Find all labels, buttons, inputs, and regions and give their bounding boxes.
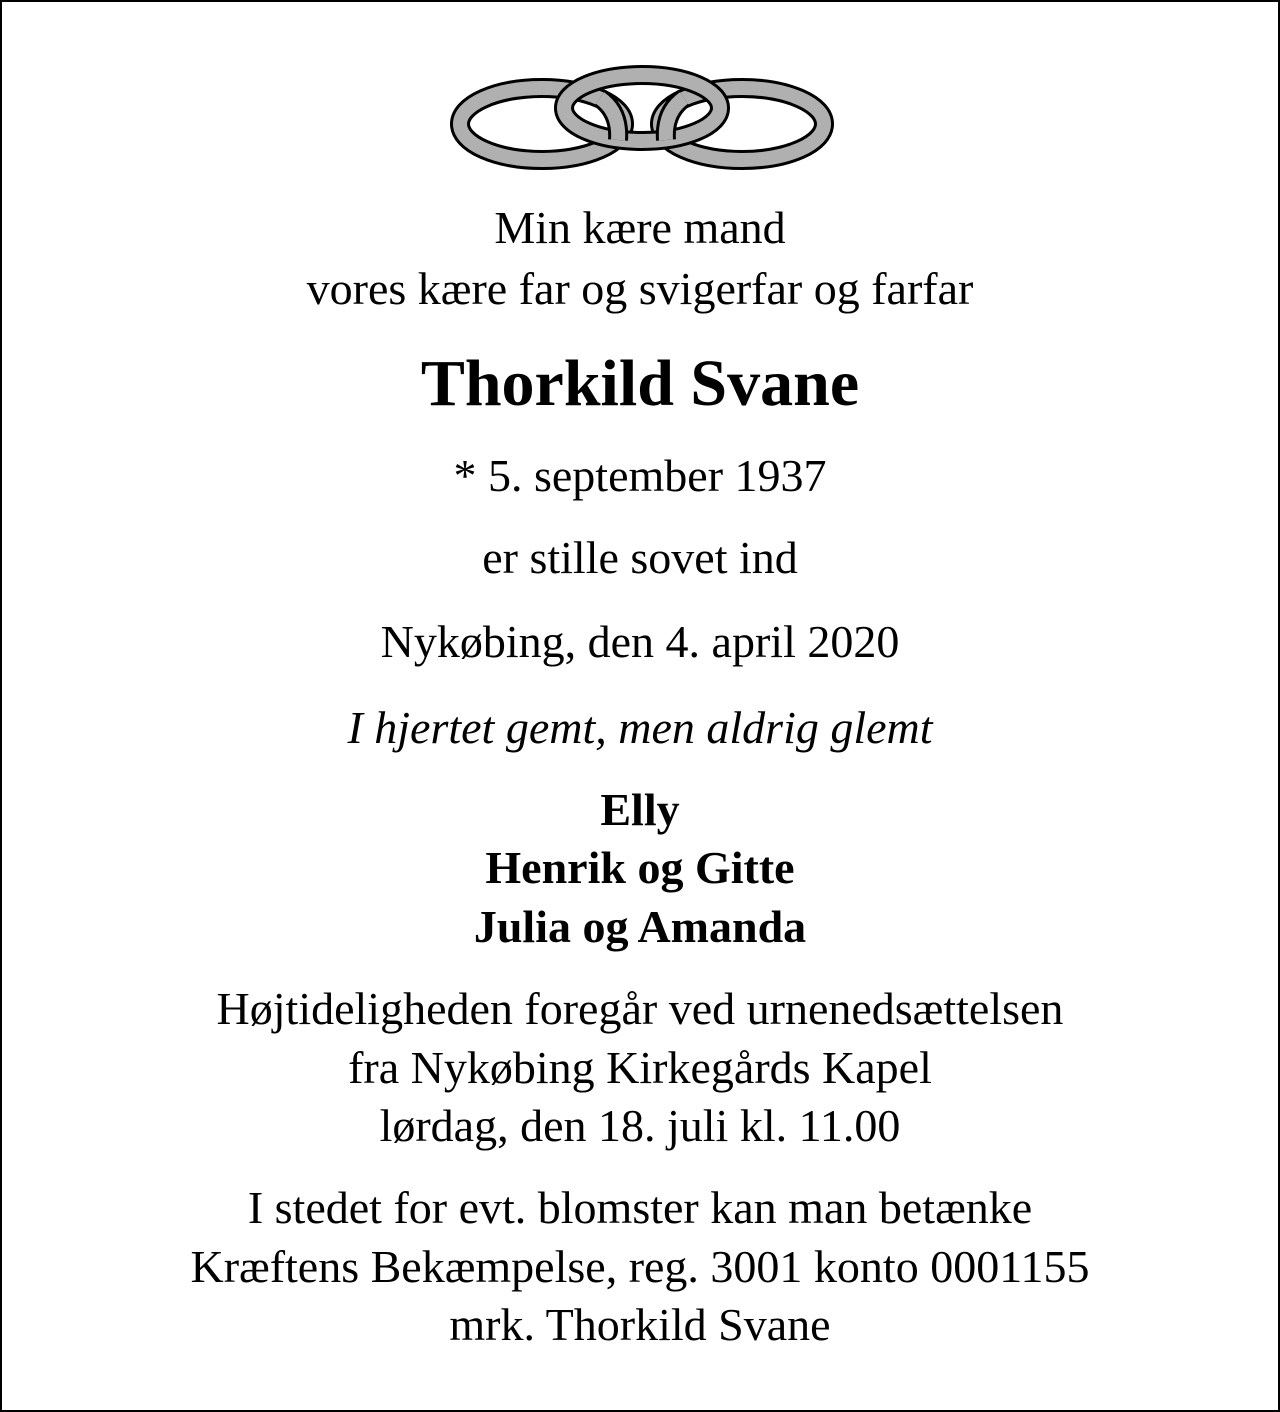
intro-line-2: vores kære far og svigerfar og farfar: [306, 263, 974, 314]
deceased-name: Thorkild Svane: [420, 347, 860, 420]
birth-date: * 5. september 1937: [453, 450, 827, 501]
ceremony-line-2: fra Nykøbing Kirkegårds Kapel: [348, 1042, 932, 1093]
donation-line-2: Kræftens Bekæmpelse, reg. 3001 konto 0001155: [190, 1241, 1090, 1292]
intro-line-1: Min kære mand: [494, 202, 786, 253]
donation-line-3: mrk. Thorkild Svane: [449, 1299, 831, 1350]
memorial-quote: I hjertet gemt, men aldrig glemt: [347, 702, 933, 753]
family-line-1: Elly: [600, 784, 680, 835]
family-line-2: Henrik og Gitte: [485, 842, 795, 893]
place-and-date: Nykøbing, den 4. april 2020: [380, 616, 900, 667]
family-line-3: Julia og Amanda: [473, 901, 807, 952]
donation-line-1: I stedet for evt. blomster kan man betænke: [247, 1182, 1033, 1233]
three-interlinked-rings-icon: [450, 62, 834, 174]
ceremony-line-1: Højtideligheden foregår ved urnenedsættelsen: [216, 983, 1064, 1034]
passed-away-text: er stille sovet ind: [482, 532, 798, 583]
ceremony-line-3: lørdag, den 18. juli kl. 11.00: [379, 1100, 901, 1151]
